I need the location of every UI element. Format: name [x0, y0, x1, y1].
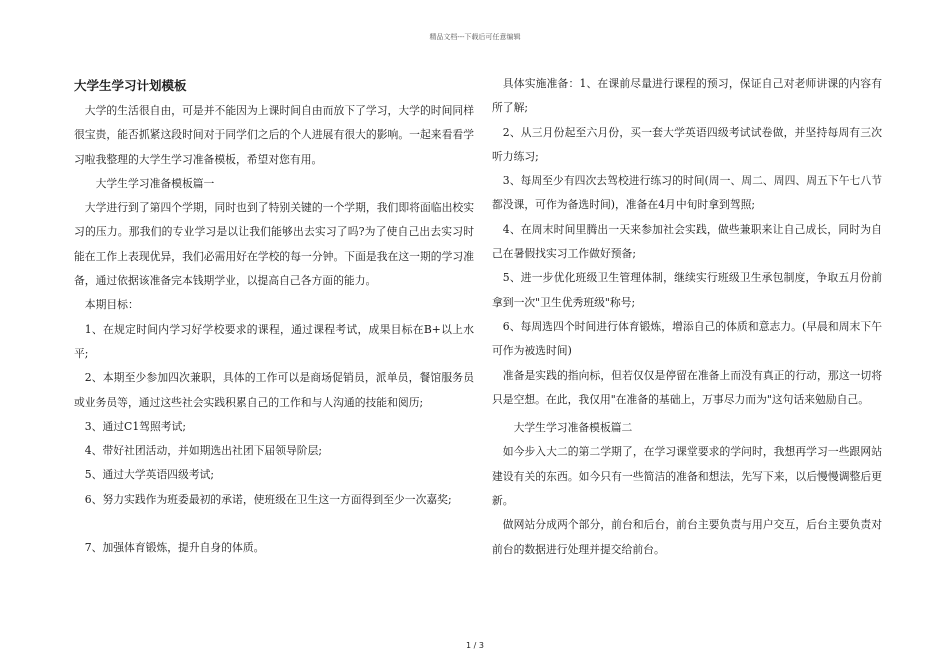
intro-paragraph: 大学的生活很自由，可是并不能因为上课时间自由而放下了学习，大学的时间同样很宝贵，能否抓紧这段时间对于同学们之后的个人进展有很大的影响。一起来看看学习啦我整理的大学生学习准备模板，希望对您有用。	[74, 104, 474, 166]
list-item: 2、本期至少参加四次兼职，具体的工作可以是商场促销员，派单员，餐馆服务员或业务员等，通过这些社会实践积累自己的工作和与人沟通的技能和阅历;	[74, 371, 474, 409]
list-item: 2、从三月份起至六月份，买一套大学英语四级考试试卷做，并坚持每周有三次听力练习;	[492, 125, 882, 163]
list-item: 4、带好社团活动，并如期选出社团下届领导阶层;	[84, 444, 323, 458]
list-item: 5、通过大学英语四级考试;	[84, 468, 215, 482]
right-column	[492, 72, 882, 562]
paragraph: 大学进行到了第四个学期，同时也到了特别关键的一个学期，我们即将面临出校实习的压力。那我们的专业学习是以让我们能够出去实习了吗?为了使自己出去实习时能在工作上表现优异，我们必需用好在学校的每一分钟。下面是我在这一期的学习准备，通过依据该准备完本钱期学业，以提高自己各方面的能力。	[74, 201, 474, 288]
page-number: 1 / 3	[466, 641, 484, 650]
list-item: 5、进一步优化班级卫生管理体制，继续实行班级卫生承包制度，争取五月份前拿到一次"卫生优秀班级"称号;	[492, 271, 882, 309]
paragraph: 做网站分成两个部分，前台和后台，前台主要负责与用户交互，后台主要负责对前台的数据进行处理并提交给前台。	[492, 518, 882, 556]
list-item: 1、在规定时间内学习好学校要求的课程，通过课程考试，成果目标在B+以上水平;	[74, 322, 474, 360]
paragraph: 如今步入大二的第二学期了，在学习课堂要求的学问时，我想再学习一些跟网站建设有关的东西。如今只有一些简洁的准备和想法，先写下来，以后慢慢调整后更新。	[492, 445, 882, 508]
list-item: 7、加强体育锻炼，提升自身的体质。	[84, 541, 265, 555]
document-title: 大学生学习计划模板	[74, 78, 187, 93]
list-item: 3、通过C1驾照考试;	[84, 419, 187, 433]
page-header: 精品文档---下载后可任意编辑	[429, 33, 521, 41]
section-heading-2: 大学生学习准备模板篇二	[513, 421, 633, 435]
paragraph: 具体实施准备：1、在课前尽量进行课程的预习，保证自己对老师讲课的内容有所了解;	[492, 77, 882, 115]
left-column	[74, 74, 474, 560]
section-heading-1: 大学生学习准备模板篇一	[95, 176, 215, 190]
list-item: 6、努力实践作为班委最初的承诺，使班级在卫生这一方面得到至少一次嘉奖;	[84, 492, 452, 506]
list-item: 6、每周选四个时间进行体育锻炼，增添自己的体质和意志力。(早晨和周末下午可作为被选时间)	[492, 319, 882, 358]
paragraph: 本期目标：	[84, 298, 139, 312]
paragraph: 准备是实践的指向标，但若仅仅是停留在准备上而没有真正的行动，那这一切将只是空想。在此，我仅用"在准备的基础上，万事尽力而为"这句话来勉励自己。	[492, 368, 882, 406]
list-item: 3、每周至少有四次去驾校进行练习的时间(周一、周二、周四、周五下午七八节都没课，可作为备选时间)，准备在4月中旬时拿到驾照;	[492, 174, 882, 212]
list-item: 4、在周末时间里腾出一天来参加社会实践，做些兼职来让自己成长，同时为自己在暑假找实习工作做好预备;	[492, 222, 882, 261]
spacer	[74, 512, 474, 536]
